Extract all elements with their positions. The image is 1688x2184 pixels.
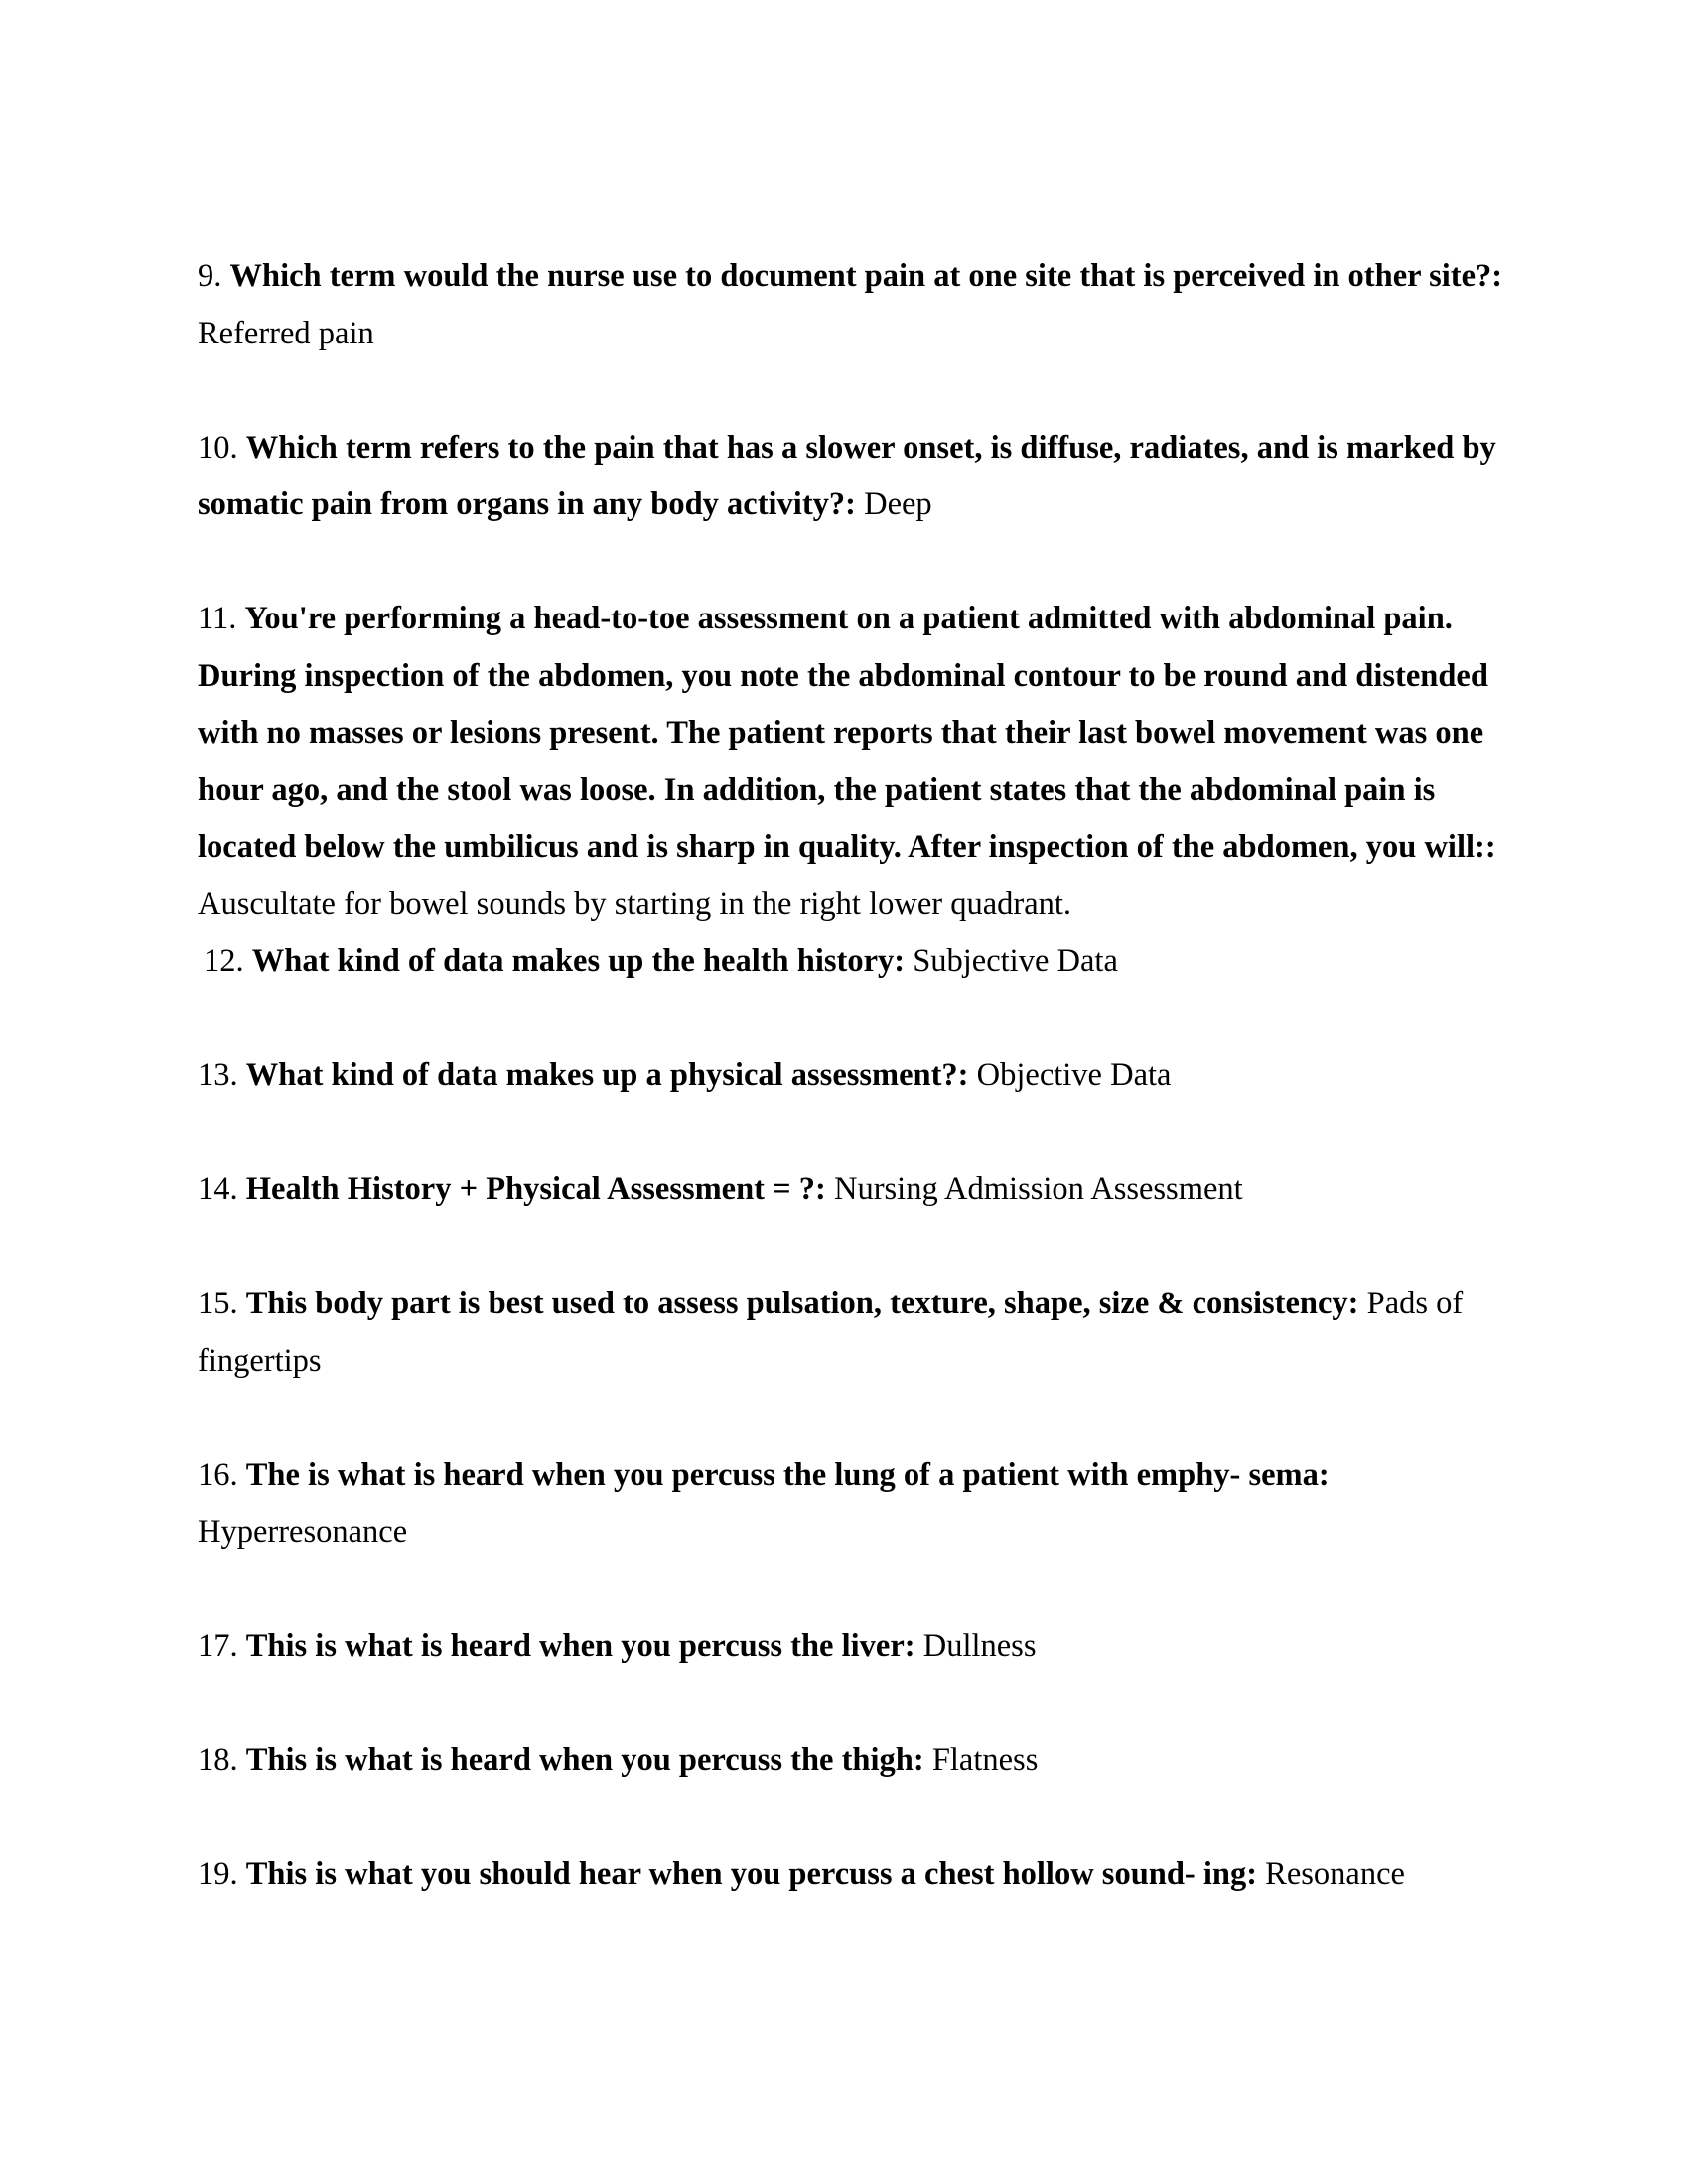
answer-text: Referred pain xyxy=(198,315,374,351)
question-text: This is what is heard when you percuss the liver: xyxy=(245,1628,915,1664)
qa-item-16 xyxy=(198,1447,1508,1562)
question-text: This body part is best used to assess pulsation, texture, shape, size & consistency: xyxy=(245,1286,1359,1321)
qa-item-11 xyxy=(198,591,1508,933)
item-number: 12. xyxy=(204,943,244,979)
qa-item-12 xyxy=(198,933,1508,991)
answer-text: Auscultate for bowel sounds by starting in the right lower quadrant. xyxy=(198,886,1072,922)
answer-text: Hyperresonance xyxy=(198,1514,408,1550)
question-text: What kind of data makes up a physical assessment?: xyxy=(245,1057,969,1093)
answer-text: Nursing Admission Assessment xyxy=(833,1171,1243,1207)
qa-item-13 xyxy=(198,1047,1508,1105)
qa-item-17 xyxy=(198,1618,1508,1676)
item-number: 15. xyxy=(198,1286,238,1321)
question-text: You're performing a head-to-toe assessment on a patient admitted with abdominal pain. During inspection of the abdomen, you note the abdominal contour to be round and distended with no masses or lesions present. The patient reports that their last bowel movement was one hour ago, and the stool was loose. In addition, the patient states that the abdominal pain is located below the umbilicus and is sharp in quality. After inspection of the abdomen, you will:: xyxy=(198,601,1496,865)
question-text: Which term refers to the pain that has a slower onset, is diffuse, radiates, and is marked by somatic pain from organs in any body activity?: xyxy=(198,429,1496,522)
qa-item-15 xyxy=(198,1276,1508,1390)
qa-item-10 xyxy=(198,420,1508,534)
qa-item-19 xyxy=(198,1846,1508,1904)
question-text: This is what is heard when you percuss the thigh: xyxy=(245,1742,924,1778)
qa-item-14 xyxy=(198,1161,1508,1219)
item-number: 11. xyxy=(198,601,237,636)
item-number: 18. xyxy=(198,1742,238,1778)
question-text: This is what you should hear when you percuss a chest hollow sound- ing: xyxy=(245,1856,1258,1892)
question-text: The is what is heard when you percuss the lung of a patient with emphy- sema: xyxy=(245,1456,1330,1493)
item-number: 16. xyxy=(198,1456,238,1493)
answer-text: Deep xyxy=(864,486,932,522)
document-page xyxy=(198,248,1508,1961)
answer-text: Subjective Data xyxy=(913,943,1118,979)
question-text: Which term would the nurse use to document pain at one site that is perceived in other site?: xyxy=(229,258,1503,294)
answer-text: Dullness xyxy=(922,1628,1037,1664)
answer-text: Objective Data xyxy=(976,1057,1172,1093)
item-number: 14. xyxy=(198,1171,238,1207)
question-text: What kind of data makes up the health history: xyxy=(251,943,906,979)
item-number: 19. xyxy=(198,1856,238,1892)
item-number: 13. xyxy=(198,1057,238,1093)
item-number: 10. xyxy=(198,429,238,466)
answer-text: Pads of fingertips xyxy=(198,1286,1464,1379)
item-number: 9. xyxy=(198,258,222,294)
qa-item-18 xyxy=(198,1732,1508,1790)
item-number: 17. xyxy=(198,1628,238,1664)
question-text: Health History + Physical Assessment = ?: xyxy=(245,1171,826,1207)
answer-text: Flatness xyxy=(931,1742,1039,1778)
answer-text: Resonance xyxy=(1265,1856,1405,1892)
qa-item-9 xyxy=(198,248,1508,362)
